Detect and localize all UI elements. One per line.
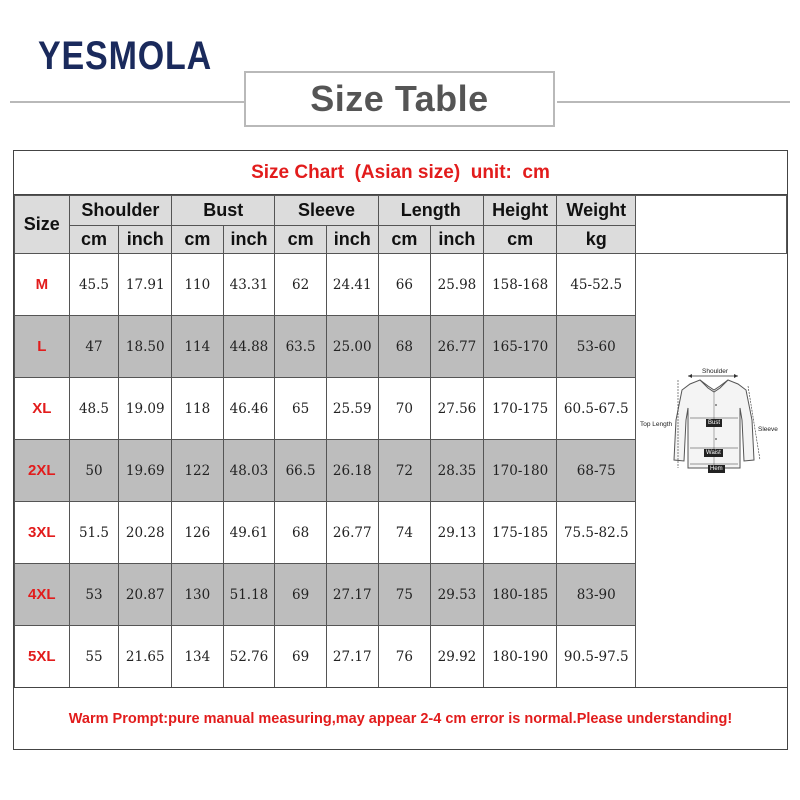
table-cell: 47 xyxy=(69,316,119,378)
table-cell: 114 xyxy=(172,316,223,378)
table-cell: 66 xyxy=(378,254,430,316)
size-label: M xyxy=(15,254,70,316)
table-row xyxy=(15,502,787,564)
weight-header: Weight xyxy=(557,196,636,226)
table-cell: 62 xyxy=(275,254,327,316)
table-cell: 19.09 xyxy=(119,378,172,440)
unit-header: cm xyxy=(378,226,430,254)
size-label: 4XL xyxy=(15,564,70,626)
unit-header: inch xyxy=(119,226,172,254)
size-label: 2XL xyxy=(15,440,70,502)
table-cell: 63.5 xyxy=(275,316,327,378)
table-cell: 44.88 xyxy=(223,316,275,378)
table-cell: 26.77 xyxy=(326,502,378,564)
brand-logo-text: YESMOLA xyxy=(38,34,213,78)
table-cell: 48.5 xyxy=(69,378,119,440)
shirt-measurement-diagram xyxy=(630,360,780,475)
length-header: Length xyxy=(378,196,483,226)
diagram-label-hem: Hem xyxy=(710,466,723,472)
table-cell: 74 xyxy=(378,502,430,564)
table-cell: 68 xyxy=(378,316,430,378)
table-cell: 90.5-97.5 xyxy=(557,626,636,688)
unit-header: cm xyxy=(69,226,119,254)
size-label: 3XL xyxy=(15,502,70,564)
table-cell: 45.5 xyxy=(69,254,119,316)
table-row xyxy=(15,626,787,688)
table-cell: 134 xyxy=(172,626,223,688)
table-cell: 26.77 xyxy=(431,316,484,378)
table-cell: 50 xyxy=(69,440,119,502)
table-cell: 60.5-67.5 xyxy=(557,378,636,440)
table-cell: 20.28 xyxy=(119,502,172,564)
measurement-diagram-cell xyxy=(636,196,787,254)
table-cell: 53 xyxy=(69,564,119,626)
table-cell: 170-180 xyxy=(483,440,557,502)
table-cell: 180-185 xyxy=(483,564,557,626)
table-cell: 65 xyxy=(275,378,327,440)
table-cell: 27.56 xyxy=(431,378,484,440)
table-cell: 158-168 xyxy=(483,254,557,316)
unit-header: inch xyxy=(223,226,275,254)
table-cell: 70 xyxy=(378,378,430,440)
table-cell: 130 xyxy=(172,564,223,626)
table-row xyxy=(15,564,787,626)
unit-header: inch xyxy=(431,226,484,254)
table-cell: 27.17 xyxy=(326,626,378,688)
table-cell: 28.35 xyxy=(431,440,484,502)
size-label: L xyxy=(15,316,70,378)
table-cell: 25.00 xyxy=(326,316,378,378)
table-cell: 66.5 xyxy=(275,440,327,502)
diagram-label-sleeve: Sleeve xyxy=(758,426,778,433)
table-cell: 51.5 xyxy=(69,502,119,564)
table-cell: 24.41 xyxy=(326,254,378,316)
table-cell: 18.50 xyxy=(119,316,172,378)
table-cell: 25.98 xyxy=(431,254,484,316)
size-column-header: Size xyxy=(15,196,70,254)
unit-header: kg xyxy=(557,226,636,254)
table-cell: 46.46 xyxy=(223,378,275,440)
size-label: 5XL xyxy=(15,626,70,688)
diagram-label-top-length: Top Length xyxy=(640,421,673,428)
table-cell: 48.03 xyxy=(223,440,275,502)
table-cell: 51.18 xyxy=(223,564,275,626)
table-cell: 72 xyxy=(378,440,430,502)
unit-header: cm xyxy=(172,226,223,254)
table-cell: 17.91 xyxy=(119,254,172,316)
page-title-box xyxy=(244,71,555,127)
table-row xyxy=(15,254,787,316)
shoulder-header: Shoulder xyxy=(69,196,171,226)
shirt-outline-icon xyxy=(630,360,780,475)
warm-prompt-note: Warm Prompt:pure manual measuring,may appear 2-4 cm error is normal.Please understanding! xyxy=(14,687,787,749)
table-cell: 76 xyxy=(378,626,430,688)
header-rule-left xyxy=(10,101,245,103)
table-cell: 68 xyxy=(275,502,327,564)
table-cell: 21.65 xyxy=(119,626,172,688)
table-cell: 126 xyxy=(172,502,223,564)
table-cell: 68-75 xyxy=(557,440,636,502)
diagram-label-waist: Waist xyxy=(706,450,721,456)
size-chart-title: Size Chart (Asian size) unit: cm xyxy=(14,151,787,195)
diagram-label-shoulder: Shoulder xyxy=(702,368,729,375)
table-cell: 53-60 xyxy=(557,316,636,378)
table-cell: 180-190 xyxy=(483,626,557,688)
table-cell: 19.69 xyxy=(119,440,172,502)
table-cell: 75 xyxy=(378,564,430,626)
unit-header: cm xyxy=(483,226,557,254)
diagram-label-bust: Bust xyxy=(708,420,721,426)
table-cell: 55 xyxy=(69,626,119,688)
height-header: Height xyxy=(483,196,557,226)
table-cell: 20.87 xyxy=(119,564,172,626)
table-cell: 110 xyxy=(172,254,223,316)
page-title: Size Table xyxy=(310,78,489,119)
unit-header: cm xyxy=(275,226,327,254)
table-cell: 52.76 xyxy=(223,626,275,688)
table-cell: 29.92 xyxy=(431,626,484,688)
size-label: XL xyxy=(15,378,70,440)
table-cell: 122 xyxy=(172,440,223,502)
table-cell: 43.31 xyxy=(223,254,275,316)
table-cell: 165-170 xyxy=(483,316,557,378)
table-cell: 118 xyxy=(172,378,223,440)
table-cell: 45-52.5 xyxy=(557,254,636,316)
table-cell: 29.13 xyxy=(431,502,484,564)
table-cell: 69 xyxy=(275,626,327,688)
table-cell: 175-185 xyxy=(483,502,557,564)
sleeve-header: Sleeve xyxy=(275,196,378,226)
table-cell: 75.5-82.5 xyxy=(557,502,636,564)
table-cell: 83-90 xyxy=(557,564,636,626)
unit-header: inch xyxy=(326,226,378,254)
header-rule-right xyxy=(557,101,790,103)
table-cell: 25.59 xyxy=(326,378,378,440)
table-cell: 170-175 xyxy=(483,378,557,440)
table-cell: 27.17 xyxy=(326,564,378,626)
table-cell: 69 xyxy=(275,564,327,626)
table-cell: 49.61 xyxy=(223,502,275,564)
bust-header: Bust xyxy=(172,196,275,226)
table-cell: 26.18 xyxy=(326,440,378,502)
table-cell: 29.53 xyxy=(431,564,484,626)
